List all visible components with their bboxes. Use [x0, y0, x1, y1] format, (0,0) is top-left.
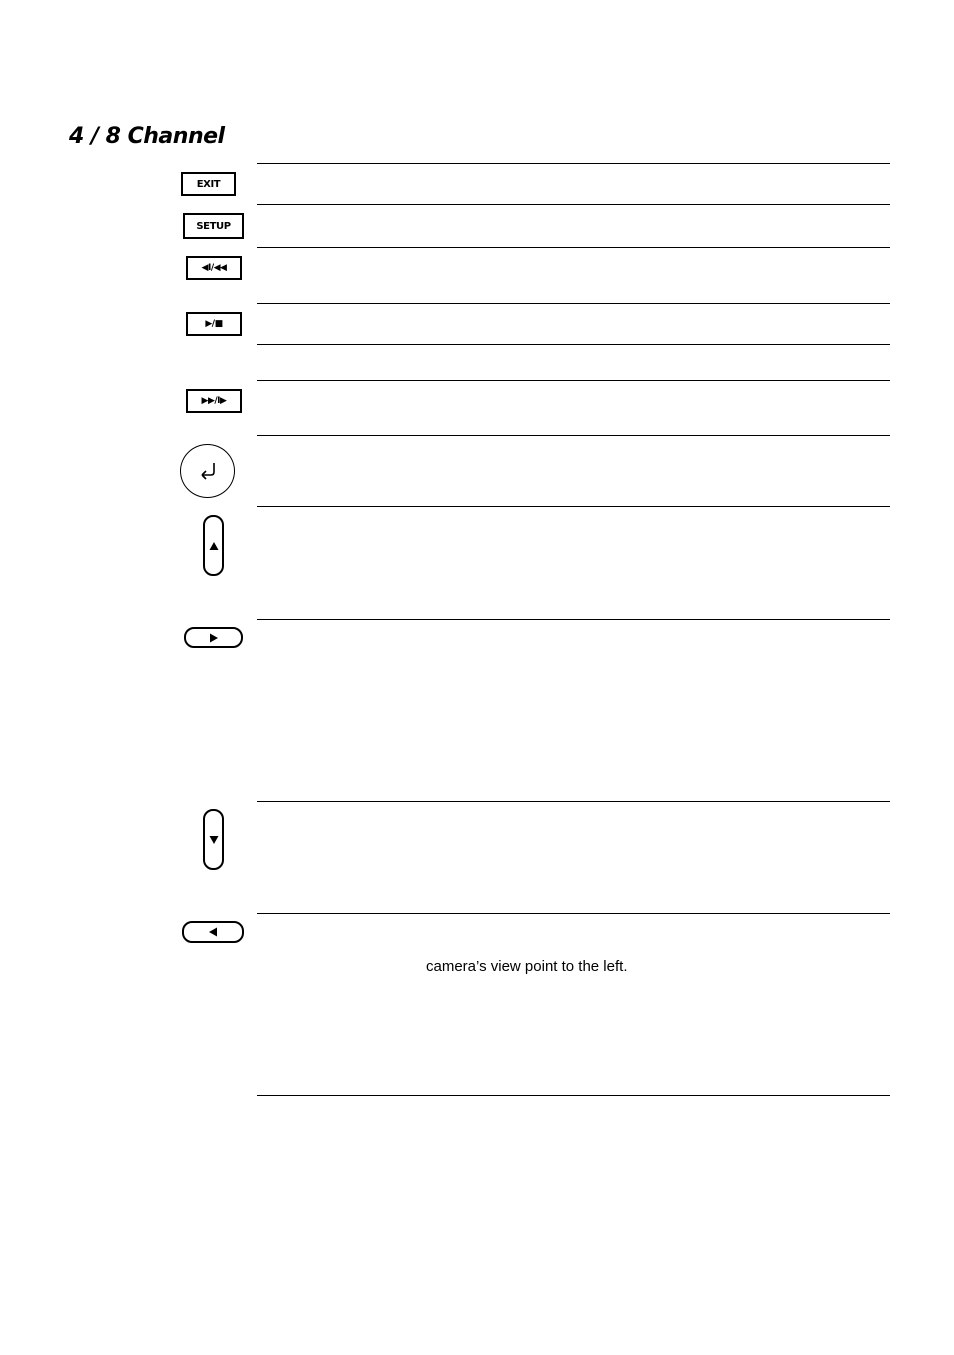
enter-return-icon [197, 461, 219, 481]
up-button [203, 515, 224, 576]
table-rule [257, 163, 890, 164]
down-button [203, 809, 224, 870]
rewind-button [186, 256, 242, 280]
exit-button [181, 172, 236, 196]
table-rule [257, 1095, 890, 1096]
table-rule [257, 435, 890, 436]
enter-button [180, 444, 235, 498]
rewind-button-label: ◀I/◀◀ [201, 263, 227, 273]
left-arrow-icon [208, 927, 218, 937]
play-stop-button-label: ▶/■ [205, 319, 223, 329]
section-title: 4 / 8 Channel [69, 124, 225, 149]
table-rule [257, 247, 890, 248]
fast-forward-button [186, 389, 242, 413]
table-rule [257, 913, 890, 914]
table-rule [257, 303, 890, 304]
table-rule [257, 619, 890, 620]
setup-button-label: SETUP [196, 220, 231, 232]
right-arrow-icon [209, 633, 219, 643]
table-rule [257, 506, 890, 507]
play-stop-button [186, 312, 242, 336]
exit-button-label: EXIT [196, 178, 221, 190]
table-rule [257, 204, 890, 205]
table-rule [257, 380, 890, 381]
down-arrow-icon [209, 835, 219, 845]
table-rule [257, 801, 890, 802]
fast-forward-button-label: ▶▶/I▶ [201, 396, 227, 406]
setup-button [183, 213, 244, 239]
left-button [182, 921, 244, 943]
up-arrow-icon [209, 541, 219, 551]
right-button [184, 627, 243, 648]
left-button-description: camera’s view point to the left. [426, 958, 628, 975]
table-rule [257, 344, 890, 345]
